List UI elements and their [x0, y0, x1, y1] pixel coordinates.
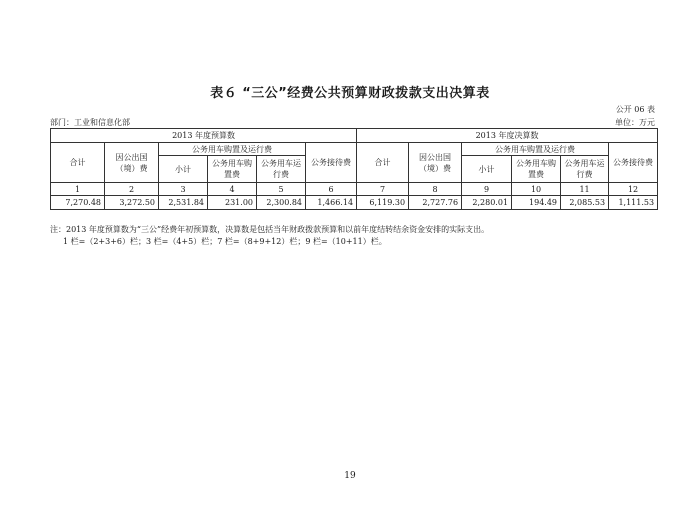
final-abroad-header: 因公出国（境）费 [409, 143, 462, 183]
final-vehicle-header: 公务用车购置及运行费 [462, 143, 609, 156]
unit-label: 单位：万元 [615, 118, 655, 127]
table-header-row-subgroups [51, 143, 658, 156]
value-cell: 194.49 [512, 196, 561, 210]
final-group-header: 2013 年度决算数 [357, 129, 658, 143]
column-number: 1 [51, 183, 105, 196]
table-header-row-groups [51, 129, 658, 143]
column-number: 10 [512, 183, 561, 196]
budget-subtotal-header: 小计 [159, 156, 208, 183]
column-number: 9 [462, 183, 512, 196]
budget-vehicle-operation-header: 公务用车运行费 [257, 156, 306, 183]
budget-vehicle-purchase-header: 公务用车购置费 [208, 156, 257, 183]
table-row [51, 196, 658, 210]
final-reception-header: 公务接待费 [609, 143, 658, 183]
column-number: 7 [357, 183, 409, 196]
column-formula-note: 1 栏=（2+3+6）栏；3 栏=（4+5）栏；7 栏=（8+9+12）栏；9 栏=（10+11）栏。 [63, 237, 387, 246]
column-number: 5 [257, 183, 306, 196]
budget-reception-header: 公务接待费 [306, 143, 357, 183]
column-number: 2 [105, 183, 159, 196]
column-number: 4 [208, 183, 257, 196]
value-cell: 6,119.30 [357, 196, 409, 210]
value-cell: 2,085.53 [561, 196, 609, 210]
page-number: 19 [344, 471, 356, 481]
table-title: 表６ “三公”经费公共预算财政拨款支出决算表 [210, 86, 490, 101]
final-vehicle-operation-header: 公务用车运行费 [561, 156, 609, 183]
value-cell: 2,280.01 [462, 196, 512, 210]
value-cell: 1,466.14 [306, 196, 357, 210]
value-cell: 2,531.84 [159, 196, 208, 210]
table-note: 注：2013 年度预算数为“三公”经费年初预算数，决算数是包括当年财政拨款预算和以前年度结转结余资金安排的实际支出。 [50, 225, 490, 234]
budget-vehicle-header: 公务用车购置及运行费 [159, 143, 306, 156]
final-vehicle-purchase-header: 公务用车购置费 [512, 156, 561, 183]
value-cell: 2,727.76 [409, 196, 462, 210]
column-number: 12 [609, 183, 658, 196]
column-number-row [51, 183, 658, 196]
final-subtotal-header: 小计 [462, 156, 512, 183]
budget-group-header: 2013 年度预算数 [51, 129, 357, 143]
budget-abroad-header: 因公出国（境）费 [105, 143, 159, 183]
column-number: 8 [409, 183, 462, 196]
form-code: 公开 06 表 [615, 105, 655, 114]
value-cell: 1,111.53 [609, 196, 658, 210]
value-cell: 231.00 [208, 196, 257, 210]
value-cell: 2,300.84 [257, 196, 306, 210]
column-number: 3 [159, 183, 208, 196]
column-number: 6 [306, 183, 357, 196]
final-total-header: 合计 [357, 143, 409, 183]
value-cell: 3,272.50 [105, 196, 159, 210]
budget-total-header: 合计 [51, 143, 105, 183]
three-public-expenses-table [50, 128, 658, 210]
column-number: 11 [561, 183, 609, 196]
value-cell: 7,270.48 [51, 196, 105, 210]
department-label: 部门：工业和信息化部 [50, 118, 130, 127]
